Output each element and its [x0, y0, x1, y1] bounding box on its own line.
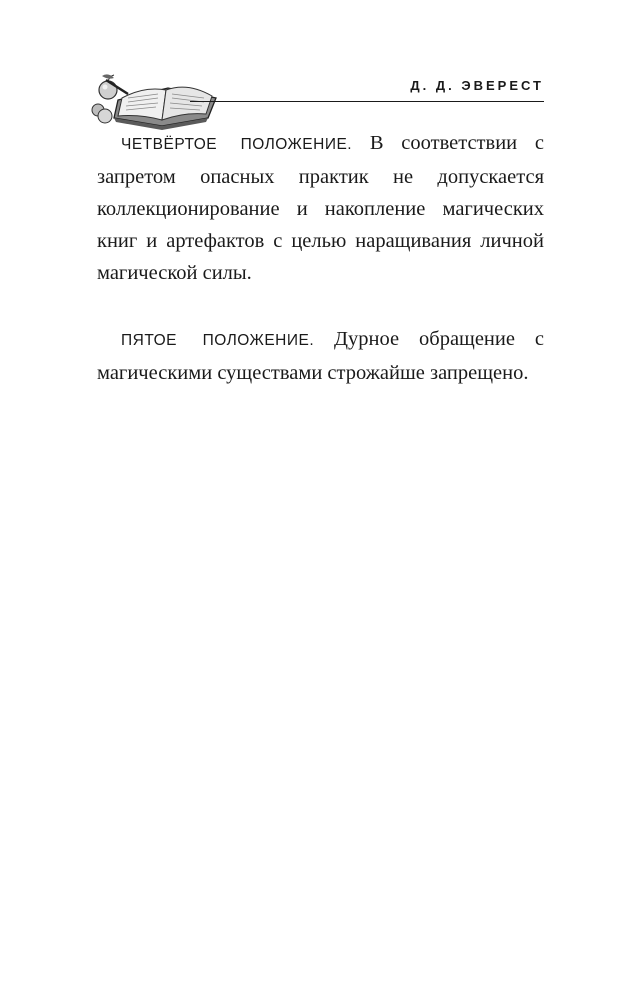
provision-heading: ЧЕТВЁРТОЕ ПОЛОЖЕНИЕ. — [121, 136, 353, 153]
provision-text: Дурное обращение с магическими существами строжайше запрещено. — [97, 328, 544, 384]
paragraph-fifth-provision — [97, 323, 544, 389]
header-rule — [190, 101, 544, 102]
provision-text: В соответствии с запретом опасных практик не допускается коллекционирование и накопление магических книг и артефактов с целью наращивания личной магической силы. — [97, 132, 544, 284]
provision-heading: ПЯТОЕ ПОЛОЖЕНИЕ. — [121, 332, 315, 349]
running-head: Д. Д. ЭВЕРЕСТ — [410, 78, 544, 93]
paragraph-fourth-provision — [97, 127, 544, 289]
page-header — [0, 0, 619, 140]
page-body — [97, 127, 544, 423]
